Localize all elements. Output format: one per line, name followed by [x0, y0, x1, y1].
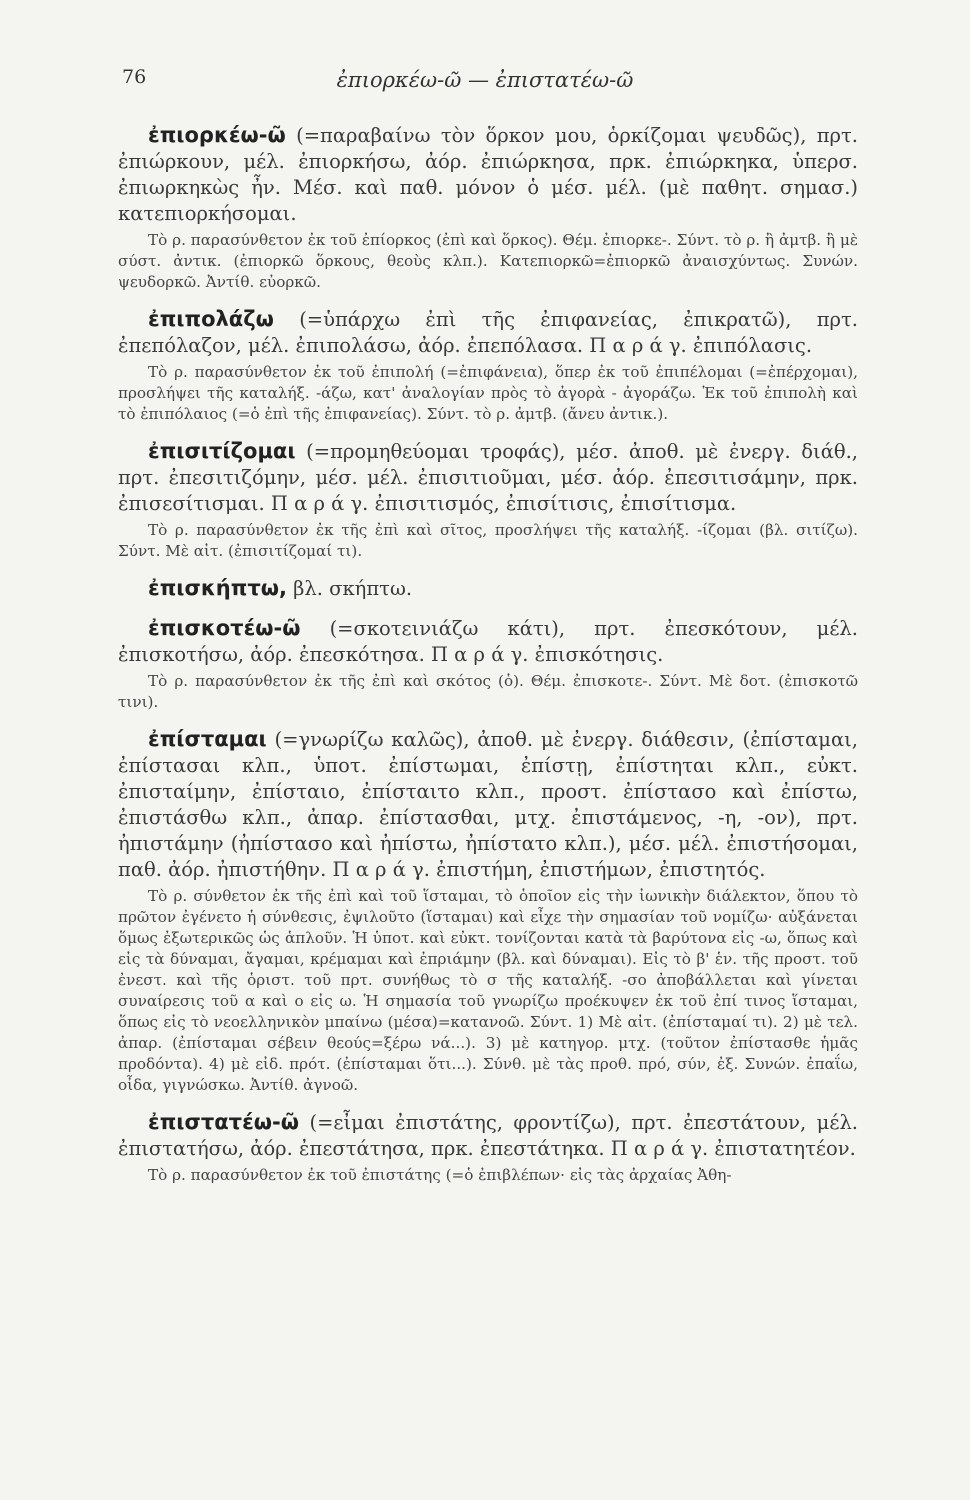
dictionary-entry: [118, 615, 858, 713]
entry-headword: ἐπιορκέω-ῶ: [148, 123, 286, 147]
entry-etymology-note: Τὸ ρ. παρασύνθετον ἐκ τῆς ἐπὶ καὶ σκότος (ὁ). Θέμ. ἐπισκοτε-. Σύντ. Μὲ δοτ. (ἐπισκοτῶ τινι).: [118, 672, 858, 711]
entry-definition: [118, 122, 858, 227]
entry-headword: ἐπίσταμαι: [148, 727, 267, 751]
page-number: 76: [122, 66, 147, 88]
entry-text: βλ. σκήπτω.: [293, 577, 413, 600]
dictionary-entry: [118, 122, 858, 293]
entry-definition: [118, 306, 858, 359]
entry-definition: [118, 615, 858, 668]
entry-text: (=σκοτεινιάζω κάτι), πρτ. ἐπεσκότουν, μέλ. ἐπισκοτήσω, ἀόρ. ἐπεσκότησα. Π α ρ ά γ. ἐπισκότησις.: [118, 617, 858, 666]
entry-etymology-note: Τὸ ρ. παρασύνθετον ἐκ τοῦ ἐπιστάτης (=ὁ ἐπιβλέπων· εἰς τὰς ἀρχαίας Ἀθη-: [148, 1166, 732, 1184]
dictionary-entry: [118, 726, 858, 1096]
entry-headword: ἐπισκήπτω,: [148, 576, 287, 600]
entry-etymology-note: Τὸ ρ. παρασύνθετον ἐκ τῆς ἐπὶ καὶ σῖτος, προσλήψει τῆς καταλήξ. -ίζομαι (βλ. σιτίζω). Σύντ. Μὲ αἰτ. (ἐπισιτίζομαί τι).: [118, 521, 858, 560]
entry-text: (=προμηθεύομαι τροφάς), μέσ. ἀποθ. μὲ ἐνεργ. διάθ., πρτ. ἐπεσιτιζόμην, μέσ. μέλ. ἐπισιτιοῦμαι, μέσ. ἀόρ. ἐπεσιτισάμην, πρκ. ἐπισεσίτισμαι. Π α ρ ά γ. ἐπισιτισμός, ἐπισίτισις, ἐπισίτισμα.: [118, 440, 858, 515]
entry-etymology-note: Τὸ ρ. παρασύνθετον ἐκ τοῦ ἐπίορκος (ἐπὶ καὶ ὅρκος). Θέμ. ἐπιορκε-. Σύντ. τὸ ρ. ἢ ἀμτβ. ἢ μὲ σύστ. ἀντικ. (ἐπιορκῶ ὅρκους, θεοὺς κλπ.). Κατεπιορκῶ=ἐπιορκῶ ἀναισχύντως. Συνών. ψευδορκῶ. Ἀντίθ. εὐορκῶ.: [118, 231, 858, 291]
entry-definition: [118, 726, 858, 883]
entry-definition: [118, 575, 858, 602]
dictionary-entry: [118, 575, 858, 602]
entry-headword: ἐπισιτίζομαι: [148, 439, 296, 463]
entry-headword: ἐπιπολάζω: [148, 307, 274, 331]
entry-definition: [118, 438, 858, 517]
dictionary-entry: [118, 438, 858, 562]
entry-headword: ἐπισκοτέω-ῶ: [148, 616, 301, 640]
dictionary-entry: [118, 306, 858, 425]
entry-text: (=παραβαίνω τὸν ὅρκον μου, ὁρκίζομαι ψευδῶς), πρτ. ἐπιώρκουν, μέλ. ἐπιορκήσω, ἀόρ. ἐπιώρκησα, πρκ. ἐπιώρκηκα, ὑπερσ. ἐπιωρκηκὼς ἦν. Μέσ. καὶ παθ. μόνον ὁ μέσ. μέλ. (μὲ παθητ. σημασ.) κατεπιορκήσομαι.: [118, 124, 858, 225]
entries-column: [118, 122, 858, 1199]
entry-text: (=εἶμαι ἐπιστάτης, φροντίζω), πρτ. ἐπεστάτουν, μέλ. ἐπιστατήσω, ἀόρ. ἐπεστάτησα, πρκ. ἐπεστάτηκα. Π α ρ ά γ. ἐπιστατητέον.: [118, 1111, 859, 1160]
entry-definition: [118, 1109, 858, 1162]
entry-text: (=γνωρίζω καλῶς), ἀποθ. μὲ ἐνεργ. διάθεσιν, (ἐπίσταμαι, ἐπίστασαι κλπ., ὑποτ. ἐπίστωμαι, ἐπίστῃ, ἐπίστηται κλπ., εὐκτ. ἐπισταίμην, ἐπίσταιο, ἐπίσταιτο κλπ., προστ. ἐπίστασο καὶ ἐπίστω, ἐπιστάσθω κλπ., ἀπαρ. ἐπίστασθαι, μτχ. ἐπιστάμενος, -η, -ον), πρτ. ἠπιστάμην (ἠπίστασο καὶ ἠπίστω, ἠπίστατο κλπ.), μέσ. μέλ. ἐπιστήσομαι, παθ. ἀόρ. ἠπιστήθην. Π α ρ ά γ. ἐπιστήμη, ἐπιστήμων, ἐπιστητός.: [118, 728, 858, 881]
dictionary-entry: [118, 1109, 858, 1186]
entry-text: (=ὑπάρχω ἐπὶ τῆς ἐπιφανείας, ἐπικρατῶ), πρτ. ἐπεπόλαζον, μέλ. ἐπιπολάσω, ἀόρ. ἐπεπόλασα. Π α ρ ά γ. ἐπιπόλασις.: [118, 308, 858, 357]
entry-headword: ἐπιστατέω-ῶ: [148, 1110, 299, 1134]
entry-etymology-note: Τὸ ρ. σύνθετον ἐκ τῆς ἐπὶ καὶ τοῦ ἵσταμαι, τὸ ὁποῖον εἰς τὴν ἰωνικὴν διάλεκτον, ὅπου τὸ πρῶτον ἐγένετο ἡ σύνθεσις, ἐψιλοῦτο (ἵσταμαι) καὶ εἶχε τὴν σημασίαν τοῦ νομίζω· αὐξάνεται ὅμως ἐξωτερικῶς ὡς ἁπλοῦν. Ἡ ὑποτ. καὶ εὐκτ. τονίζονται κατὰ τὰ βαρύτονα εἰς -ω, ὅπως καὶ εἰς τὰ δύναμαι, ἄγαμαι, κρέμαμαι καὶ ἐπριάμην (βλ. καὶ δύναμαι). Εἰς τὸ β' ἑν. τῆς προστ. τοῦ ἐνεστ. καὶ τῆς ὁριστ. τοῦ πρτ. συνήθως τὸ σ τῆς καταλήξ. -σο ἀποβάλλεται καὶ γίνεται συναίρεσις τοῦ α καὶ ο εἰς ω. Ἡ σημασία τοῦ γνωρίζω προέκυψεν ἐκ τοῦ ἐπί τινος ἵσταμαι, ὅπως εἰς τὸ νεοελληνικὸν μπαίνω (μέσα)=κατανοῶ. Σύντ. 1) Μὲ αἰτ. (ἐπίσταμαί τι). 2) μὲ τελ. ἀπαρ. (ἐπίσταμαι σέβειν θεούς=ξέρω νά...). 3) μὲ κατηγορ. μτχ. (τοῦτον ἐπίστασθε ἡμᾶς προδόντα). 4) μὲ εἰδ. πρότ. (ἐπίσταμαι ὅτι...). Σύνθ. μὲ τὰς προθ. πρό, σύν, ἐξ. Συνών. ἐπαΐω, οἶδα, γιγνώσκω. Ἀντίθ. ἀγνοῶ.: [118, 887, 858, 1094]
entry-etymology-note: Τὸ ρ. παρασύνθετον ἐκ τοῦ ἐπιπολή (=ἐπιφάνεια), ὅπερ ἐκ τοῦ ἐπιπέλομαι (=ἐπέρχομαι), προσλήψει τῆς καταλήξ. -άζω, κατ' ἀναλογίαν πρὸς τὸ ἀγορὰ - ἀγοράζω. Ἐκ τοῦ ἐπιπολὴ καὶ τὸ ἐπιπόλαιος (=ὁ ἐπὶ τῆς ἐπιφανείας). Σύντ. τὸ ρ. ἀμτβ. (ἄνευ ἀντικ.).: [118, 363, 858, 423]
running-head: ἐπιορκέω-ῶ — ἐπιστατέω-ῶ: [336, 68, 634, 92]
